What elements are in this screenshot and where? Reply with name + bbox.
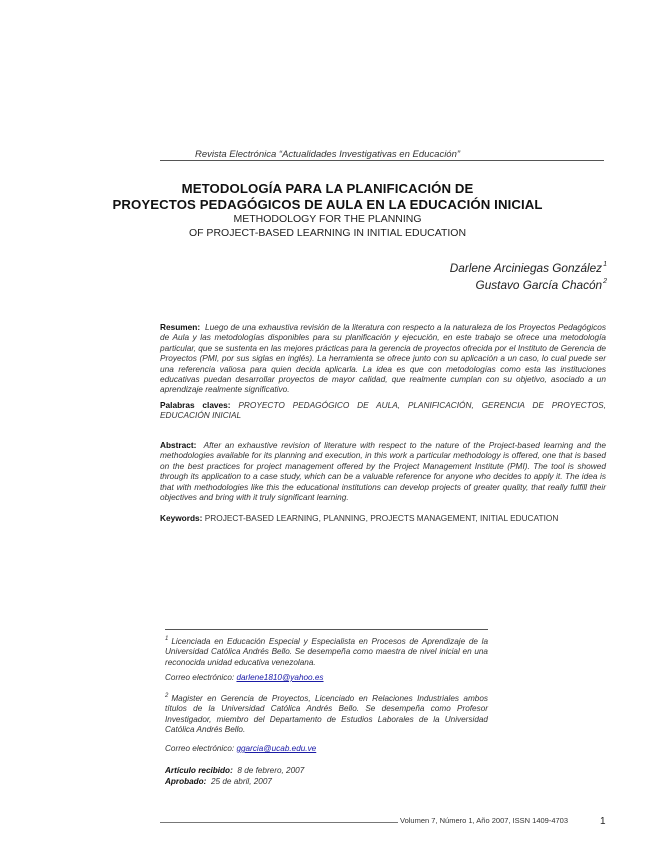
author-2-name: Gustavo García Chacón xyxy=(475,278,603,292)
resumen-text: Luego de una exhaustiva revisión de la literatura con respecto a la naturaleza de los Proyectos Pedagógicos de Aula y las metodologías disponibles para su planificación y ejecución, en este trabajo se ofrece una metodología particular, que se sustenta en las mejores prácticas para la gerencia de proyectos ofrecida por el Instituto de Gerencia de Proyectos (PMI, por sus siglas en inglés). La herramienta se ofrece junto con su aplicación a un caso, lo cual puede ser una referencia valiosa para quien decida aplicarla. La idea es que con metodologías como esta las instituciones educativas puedan desarrollar proyectos de mayor calidad, que realmente cumplan con su objetivo, asociado a un aprendizaje realmente significativo. xyxy=(160,322,606,395)
footer-citation: Volumen 7, Número 1, Año 2007, ISSN 1409-4703 xyxy=(400,816,569,825)
header-divider xyxy=(160,160,604,161)
title-es-line-2: PROYECTOS PEDAGÓGICOS DE AULA EN LA EDUCACIÓN INICIAL xyxy=(112,197,543,212)
footnote-2 xyxy=(165,691,488,735)
journal-header: Revista Electrónica “Actualidades Investigativas en Educación” xyxy=(194,149,461,160)
footnote-divider xyxy=(165,629,488,630)
page-number: 1 xyxy=(600,816,606,827)
footnote-1-email-line xyxy=(165,673,488,683)
author-2-note: 2 xyxy=(603,278,607,285)
author-2 xyxy=(476,278,607,292)
footnote-2-text: Magister en Gerencia de Proyectos, Licenciado en Relaciones Industriales ambos títulos de la Universidad Católica Andrés Bello. Se desempeña como Profesor Investigador, miembro del Departamento de Estudios Laborales de la Universidad Católica Andrés Bello. xyxy=(165,694,488,734)
abstract-label: Abstract xyxy=(160,440,194,450)
abstract-text: After an exhaustive revision of literature with respect to the nature of the Project-based learning and the methodologies available for its planning and execution, in this work a particular methodology is offered, one that is based on the best practices for project management offered by the Project Management Institute (PMI). The tool is showed through its application to a case study, which can be a valuable reference for anyone who decides to apply it. The idea is that with methodologies like this the educational institutions can develop projects of greater quality, that really fulfill their objectives and bring with it truly significant learning. xyxy=(160,440,606,503)
title-en-line-2: OF PROJECT-BASED LEARNING IN INITIAL EDUCATION xyxy=(188,227,467,239)
palabras-label: Palabras claves xyxy=(160,400,228,410)
approved-date: Aprobado: 25 de abril, 2007 xyxy=(165,777,272,786)
received-value: 8 de febrero, 2007 xyxy=(237,766,305,775)
resumen-paragraph: Resumen: Luego de una exhaustiva revisión de la literatura con respecto a la naturaleza de los Proyectos Pedagógicos de Aula y las metodologías disponibles para su planificación y ejecución, en este trabajo se ofrece una metodología particular, que se sustenta en las mejores prácticas para la gerencia de proyectos ofrecida por el Instituto de Gerencia de Proyectos (PMI, por sus siglas en inglés). La herramienta se ofrece junto con su aplicación a un caso, lo cual puede ser una referencia valiosa para quien decida aplicarla. La idea es que con metodologías como esta las instituciones educativas puedan desarrollar proyectos de mayor calidad, que realmente cumplan con su objetivo, asociado a un aprendizaje realmente significativo. xyxy=(160,322,606,395)
footnote-1 xyxy=(165,634,488,668)
approved-label: Aprobado xyxy=(165,777,204,786)
footnote-1-email-label: Correo electrónico: xyxy=(165,673,237,682)
footnote-1-email-link[interactable]: darlene1810@yahoo.es xyxy=(236,673,324,682)
abstract-paragraph: Abstract: After an exhaustive revision of literature with respect to the nature of the Project-based learning and the methodologies available for its planning and execution, in this work a particular methodology is offered, one that is based on the best practices for project management offered by the Project Management Institute (PMI). The tool is showed through its application to a case study, which can be a valuable reference for anyone who decides to apply it. The idea is that with methodologies like this the educational institutions can develop projects of greater quality, that really fulfill their objectives and bring with it truly significant learning. xyxy=(160,440,606,503)
title-es-line-1: METODOLOGÍA PARA LA PLANIFICACIÓN DE xyxy=(181,181,474,196)
footnote-2-email-label: Correo electrónico: xyxy=(165,744,237,753)
keywords-paragraph: Keywords: PROJECT-BASED LEARNING, PLANNING, PROJECTS MANAGEMENT, INITIAL EDUCATION xyxy=(160,513,559,523)
resumen-label: Resumen xyxy=(160,322,198,332)
footnote-1-num: 1 xyxy=(165,636,169,642)
footnote-2-num: 2 xyxy=(165,693,169,699)
author-1-note: 1 xyxy=(603,261,607,268)
footnote-2-email-link[interactable]: ggarcia@ucab.edu.ve xyxy=(236,744,317,753)
footnote-1-text: Licenciada en Educación Especial y Especialista en Procesos de Aprendizaje de la Universidad Católica Andrés Bello. Se desempeña como maestra de nivel inicial en una reconocida unidad educativa venezolana. xyxy=(165,637,488,667)
author-1 xyxy=(450,261,607,275)
received-date: Artículo recibido: 8 de febrero, 2007 xyxy=(165,766,305,775)
palabras-text: PROYECTO PEDAGÓGICO DE AULA, PLANIFICACIÓN, GERENCIA DE PROYECTOS, EDUCACIÓN INICIAL xyxy=(160,400,606,421)
author-1-name: Darlene Arciniegas González xyxy=(449,261,603,275)
footer-divider xyxy=(160,822,398,823)
palabras-paragraph: Palabras claves: PROYECTO PEDAGÓGICO DE AULA, PLANIFICACIÓN, GERENCIA DE PROYECTOS, EDUCACIÓN INICIAL xyxy=(160,400,606,421)
received-label: Artículo recibido xyxy=(165,766,231,775)
keywords-label: Keywords xyxy=(160,513,200,523)
footnote-2-email-line xyxy=(165,744,488,754)
title-en-line-1: METHODOLOGY FOR THE PLANNING xyxy=(233,213,422,225)
approved-value: 25 de abril, 2007 xyxy=(210,777,272,786)
keywords-text: PROJECT-BASED LEARNING, PLANNING, PROJECTS MANAGEMENT, INITIAL EDUCATION xyxy=(204,513,559,523)
